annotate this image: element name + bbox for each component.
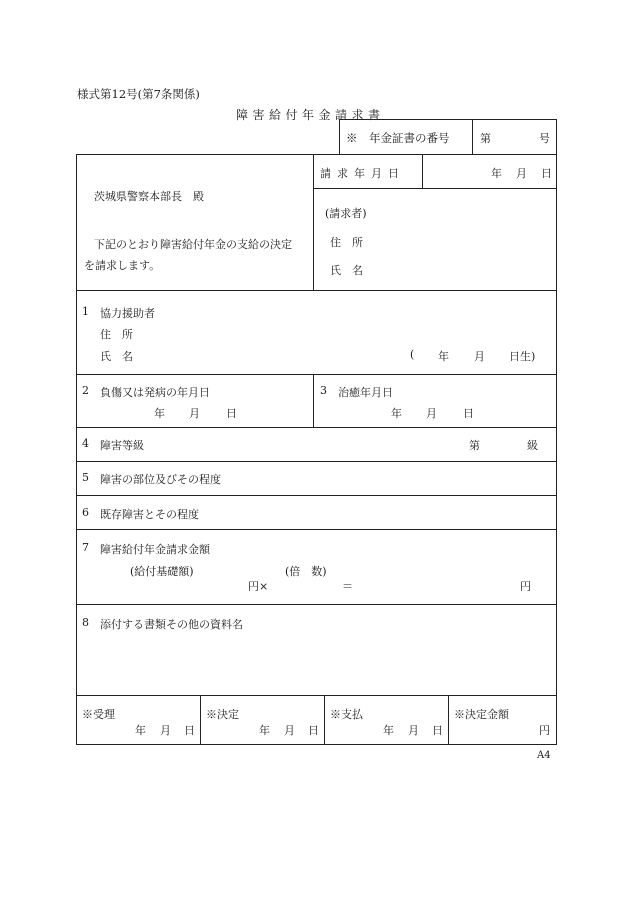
section7-yen: 円 [520,580,531,593]
section3-number: 3 [320,384,327,397]
addressee: 茨城県警察本部長 殿 [94,190,204,203]
section7-multiplier-label: (倍 数) [285,565,327,578]
section7-base-label: (給付基礎額) [130,565,194,578]
amount-yen: 円 [539,724,550,737]
paper-size: A4 [537,750,551,761]
section1-birth-month[interactable]: 月 [474,350,485,363]
section7-yen-times: 円× [248,580,269,593]
section5-number: 5 [82,471,89,484]
section2-title: 負傷又は発病の年月日 [100,386,210,399]
section1-address-label: 住 所 [100,328,133,341]
claimant-name-label: 氏 名 [330,264,363,277]
section4-title: 障害等級 [100,439,144,452]
amount-label: ※決定金額 [454,708,509,721]
payment-label: ※支払 [330,708,363,721]
section1-birth-year[interactable]: 年 [438,350,449,363]
section5-title: 障害の部位及びその程度 [100,473,221,486]
section3-day[interactable]: 日 [463,407,474,420]
section8-title: 添付する書類その他の資料名 [100,618,243,631]
section2-month[interactable]: 月 [189,407,200,420]
section2-day[interactable]: 日 [226,407,237,420]
payment-year: 年 [383,724,394,737]
section8-number: 8 [82,616,89,629]
payment-month: 月 [408,724,419,737]
section1-birth-open: ( [410,348,415,361]
receipt-day: 日 [184,724,195,737]
decision-day: 日 [308,724,319,737]
request-date-label: 請求年月日 [320,167,405,180]
section7-title: 障害給付年金請求金額 [100,543,210,556]
pension-number-label: ※ 年金証書の番号 [346,131,450,145]
pension-number-suffix: 号 [539,132,550,145]
section3-title: 治癒年月日 [338,386,393,399]
request-date-year[interactable]: 年 [491,167,502,180]
section1-title: 協力援助者 [100,307,155,320]
section6-number: 6 [82,506,89,519]
section6-title: 既存障害とその程度 [100,508,199,521]
section7-number: 7 [82,541,89,554]
receipt-label: ※受理 [82,708,115,721]
section7-equals: ＝ [342,580,353,593]
decision-year: 年 [259,724,270,737]
receipt-month: 月 [160,724,171,737]
receipt-year: 年 [135,724,146,737]
request-date-day[interactable]: 日 [541,167,552,180]
section2-year[interactable]: 年 [154,407,165,420]
section1-number: 1 [82,305,89,318]
request-date-month[interactable]: 月 [516,167,527,180]
section1-birth-day[interactable]: 日生) [509,350,536,363]
form-number: 様式第12号(第7条関係) [77,87,200,101]
claimant-address-label: 住 所 [330,236,363,249]
decision-label: ※決定 [206,708,239,721]
section4-grade-suffix: 級 [527,439,538,452]
claimant-label: (請求者) [325,207,367,220]
section4-grade-prefix: 第 [469,439,480,452]
pension-number-prefix: 第 [480,132,491,145]
request-statement-line2: を請求します。 [84,259,161,272]
section3-month[interactable]: 月 [426,407,437,420]
decision-month: 月 [284,724,295,737]
form-title: 障害給付年金請求書 [236,108,385,122]
section3-year[interactable]: 年 [391,407,402,420]
request-statement-line1: 下記のとおり障害給付年金の支給の決定 [94,238,292,251]
section2-number: 2 [82,384,89,397]
section1-name-label: 氏 名 [100,350,133,363]
payment-day: 日 [432,724,443,737]
section4-number: 4 [82,437,89,450]
